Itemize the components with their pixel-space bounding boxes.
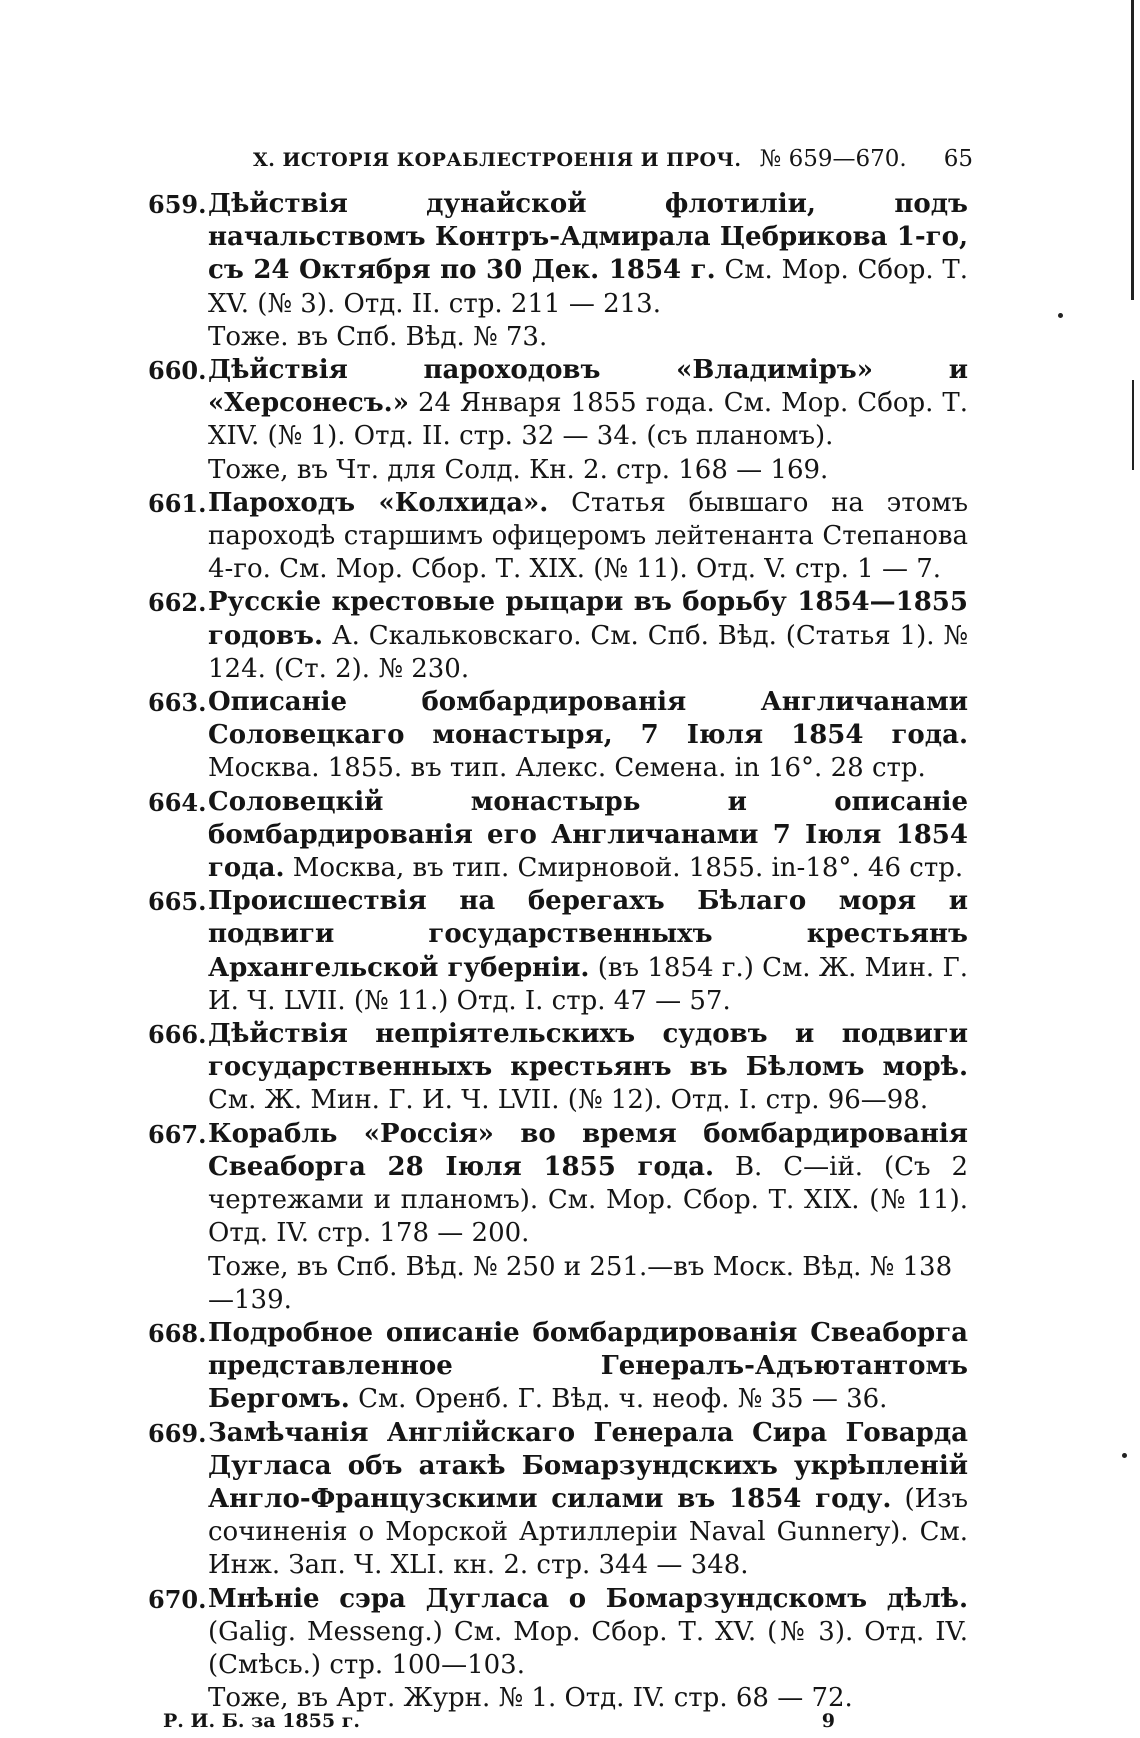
signature-mark: 9 (821, 1710, 835, 1732)
entry-title: Дѣйствія непріятельскихъ судовъ и подвиги государственныхъ крестьянъ въ Бѣломъ морѣ. (208, 1019, 968, 1083)
entry-666 (148, 1018, 968, 1118)
entry-667 (148, 1118, 968, 1317)
entry-title: Пароходъ «Колхида». (208, 487, 549, 518)
entry-citation: Москва. 1855. въ тип. Алекс. Семена. in 16°. 28 стр. (208, 753, 926, 784)
entry-number: 665. (148, 887, 207, 917)
entry-number: 661. (148, 488, 207, 518)
entry-citation: 24 Января 1855 года. См. Мор. Сбор. Т. XIV. (№ 1). Отд. II. стр. 32 — 34. (съ планомъ). (208, 388, 969, 452)
entry-title: Замѣчанія Англійскаго Генерала Сира Говарда Дугласа объ атакѣ Бомарзундскихъ укрѣпленій Англо-Французскими силами въ 1854 году. (208, 1417, 968, 1514)
entry-number: 662. (148, 588, 207, 618)
entry-title: Мнѣніе сэра Дугласа о Бомарзундскомъ дѣлѣ. (208, 1583, 968, 1614)
scan-speck (1058, 313, 1063, 318)
section-title: X. ИСТОРІЯ КОРАБЛЕСТРОЕНІЯ И ПРОЧ. (253, 149, 742, 171)
entry-title: Подробное описаніе бомбардированія Свеаборга представленное Генералъ-Адъютантомъ Бергомъ. (208, 1317, 968, 1415)
entry-664 (148, 786, 968, 886)
page-number: 65 (943, 146, 973, 172)
entry-citation: См. Ж. Мин. Г. И. Ч. LVII. (№ 12). Отд. I. стр. 96—98. (208, 1085, 929, 1116)
entry-659 (148, 188, 968, 354)
entry-title: Корабль «Россія» во время бомбардированія Свеаборга 28 Іюля 1855 года. (208, 1118, 968, 1182)
entry-number: 668. (148, 1318, 207, 1348)
entry-number: 660. (148, 356, 207, 386)
entry-title: Происшествія на берегахъ Бѣлаго моря и подвиги государственныхъ крестьянъ Архангельской губерніи. (208, 886, 968, 983)
entry-also: Тоже, въ Арт. Журн. № 1. Отд. IV. стр. 68 — 72. (208, 1683, 853, 1714)
entry-citation: (Galig. Messeng.) См. Мор. Сбор. Т. XV. (№ 3). Отд. IV. (Смѣсь.) стр. 100—103. (208, 1616, 968, 1680)
entry-662 (148, 586, 968, 686)
entry-660 (148, 354, 968, 487)
entry-number: 663. (148, 688, 207, 718)
entry-also: Тоже. въ Спб. Вѣд. № 73. (208, 321, 548, 352)
entry-citation: Москва, въ тип. Смирновой. 1855. in-18°. 46 стр. (292, 853, 964, 884)
entry-citation: См. Оренб. Г. Вѣд. ч. неоф. № 35 — 36. (358, 1384, 888, 1415)
entry-661 (148, 487, 968, 587)
entry-title: Описаніе бомбардированія Англичанами Соловецкаго монастыря, 7 Іюля 1854 года. (208, 687, 968, 751)
entry-number: 669. (148, 1418, 207, 1448)
running-header (253, 146, 973, 182)
entry-title: Дѣйствія дунайской флотиліи, подъ начальствомъ Контръ-Адмирала Цебрикова 1-го, съ 24 Октября по 30 Дек. 1854 г. (208, 189, 968, 286)
scan-edge-line (1132, 380, 1134, 470)
entry-670 (148, 1583, 968, 1716)
entry-669 (148, 1417, 968, 1583)
scan-speck (1122, 1453, 1127, 1458)
scan-edge-line (1131, 0, 1134, 300)
entry-citation: В. С—ій. (Съ 2 чертежами и планомъ). См. Мор. Сбор. Т. XIX. (№ 11). Отд. IV. стр. 178 — 200. (208, 1151, 969, 1249)
entry-title: Дѣйствія пароходовъ «Владиміръ» и «Херсонесъ.» (208, 355, 968, 419)
entry-citation: А. Скальковскаго. См. Спб. Вѣд. (Статья 1). № 124. (Ст. 2). № 230. (208, 620, 969, 684)
entry-range: № 659—670. (759, 146, 907, 172)
entry-citation: (въ 1854 г.) См. Ж. Мин. Г. И. Ч. LVII. (№ 11.) Отд. I. стр. 47 — 57. (208, 952, 968, 1016)
page-footer (163, 1710, 903, 1738)
entry-number: 670. (148, 1584, 207, 1614)
entry-citation: См. Мор. Сбор. Т. XV. (№ 3). Отд. II. стр. 211 — 213. (208, 255, 969, 319)
entry-citation: (Изъ сочиненія о Морской Артиллеріи Naval Gunnery). См. Инж. Зап. Ч. XLI. кн. 2. стр. 344 — 348. (208, 1483, 969, 1581)
bibliography-list (148, 188, 968, 1715)
entry-number: 666. (148, 1020, 207, 1050)
entry-citation: Статья бывшаго на этомъ пароходѣ старшимъ офицеромъ лейтенанта Степанова 4-го. См. Мор. Сбор. Т. XIX. (№ 11). Отд. V. стр. 1 — 7. (208, 487, 968, 585)
entry-665 (148, 885, 968, 1018)
entry-title: Русскіе крестовые рыцари въ борьбу 1854—1855 годовъ. (208, 587, 968, 651)
entry-663 (148, 686, 968, 786)
entry-668 (148, 1317, 968, 1417)
entry-also: Тоже, въ Спб. Вѣд. № 250 и 251.—въ Моск. Вѣд. № 138—139. (208, 1251, 953, 1315)
entry-also: Тоже, въ Чт. для Солд. Кн. 2. стр. 168 — 169. (208, 454, 829, 485)
entry-title: Соловецкій монастырь и описаніе бомбардированія его Англичанами 7 Іюля 1854 года. (208, 786, 968, 884)
entry-number: 667. (148, 1119, 207, 1149)
imprint-line: Р. И. Б. за 1855 г. (163, 1710, 360, 1732)
entry-number: 664. (148, 787, 207, 817)
entry-number: 659. (148, 190, 207, 219)
